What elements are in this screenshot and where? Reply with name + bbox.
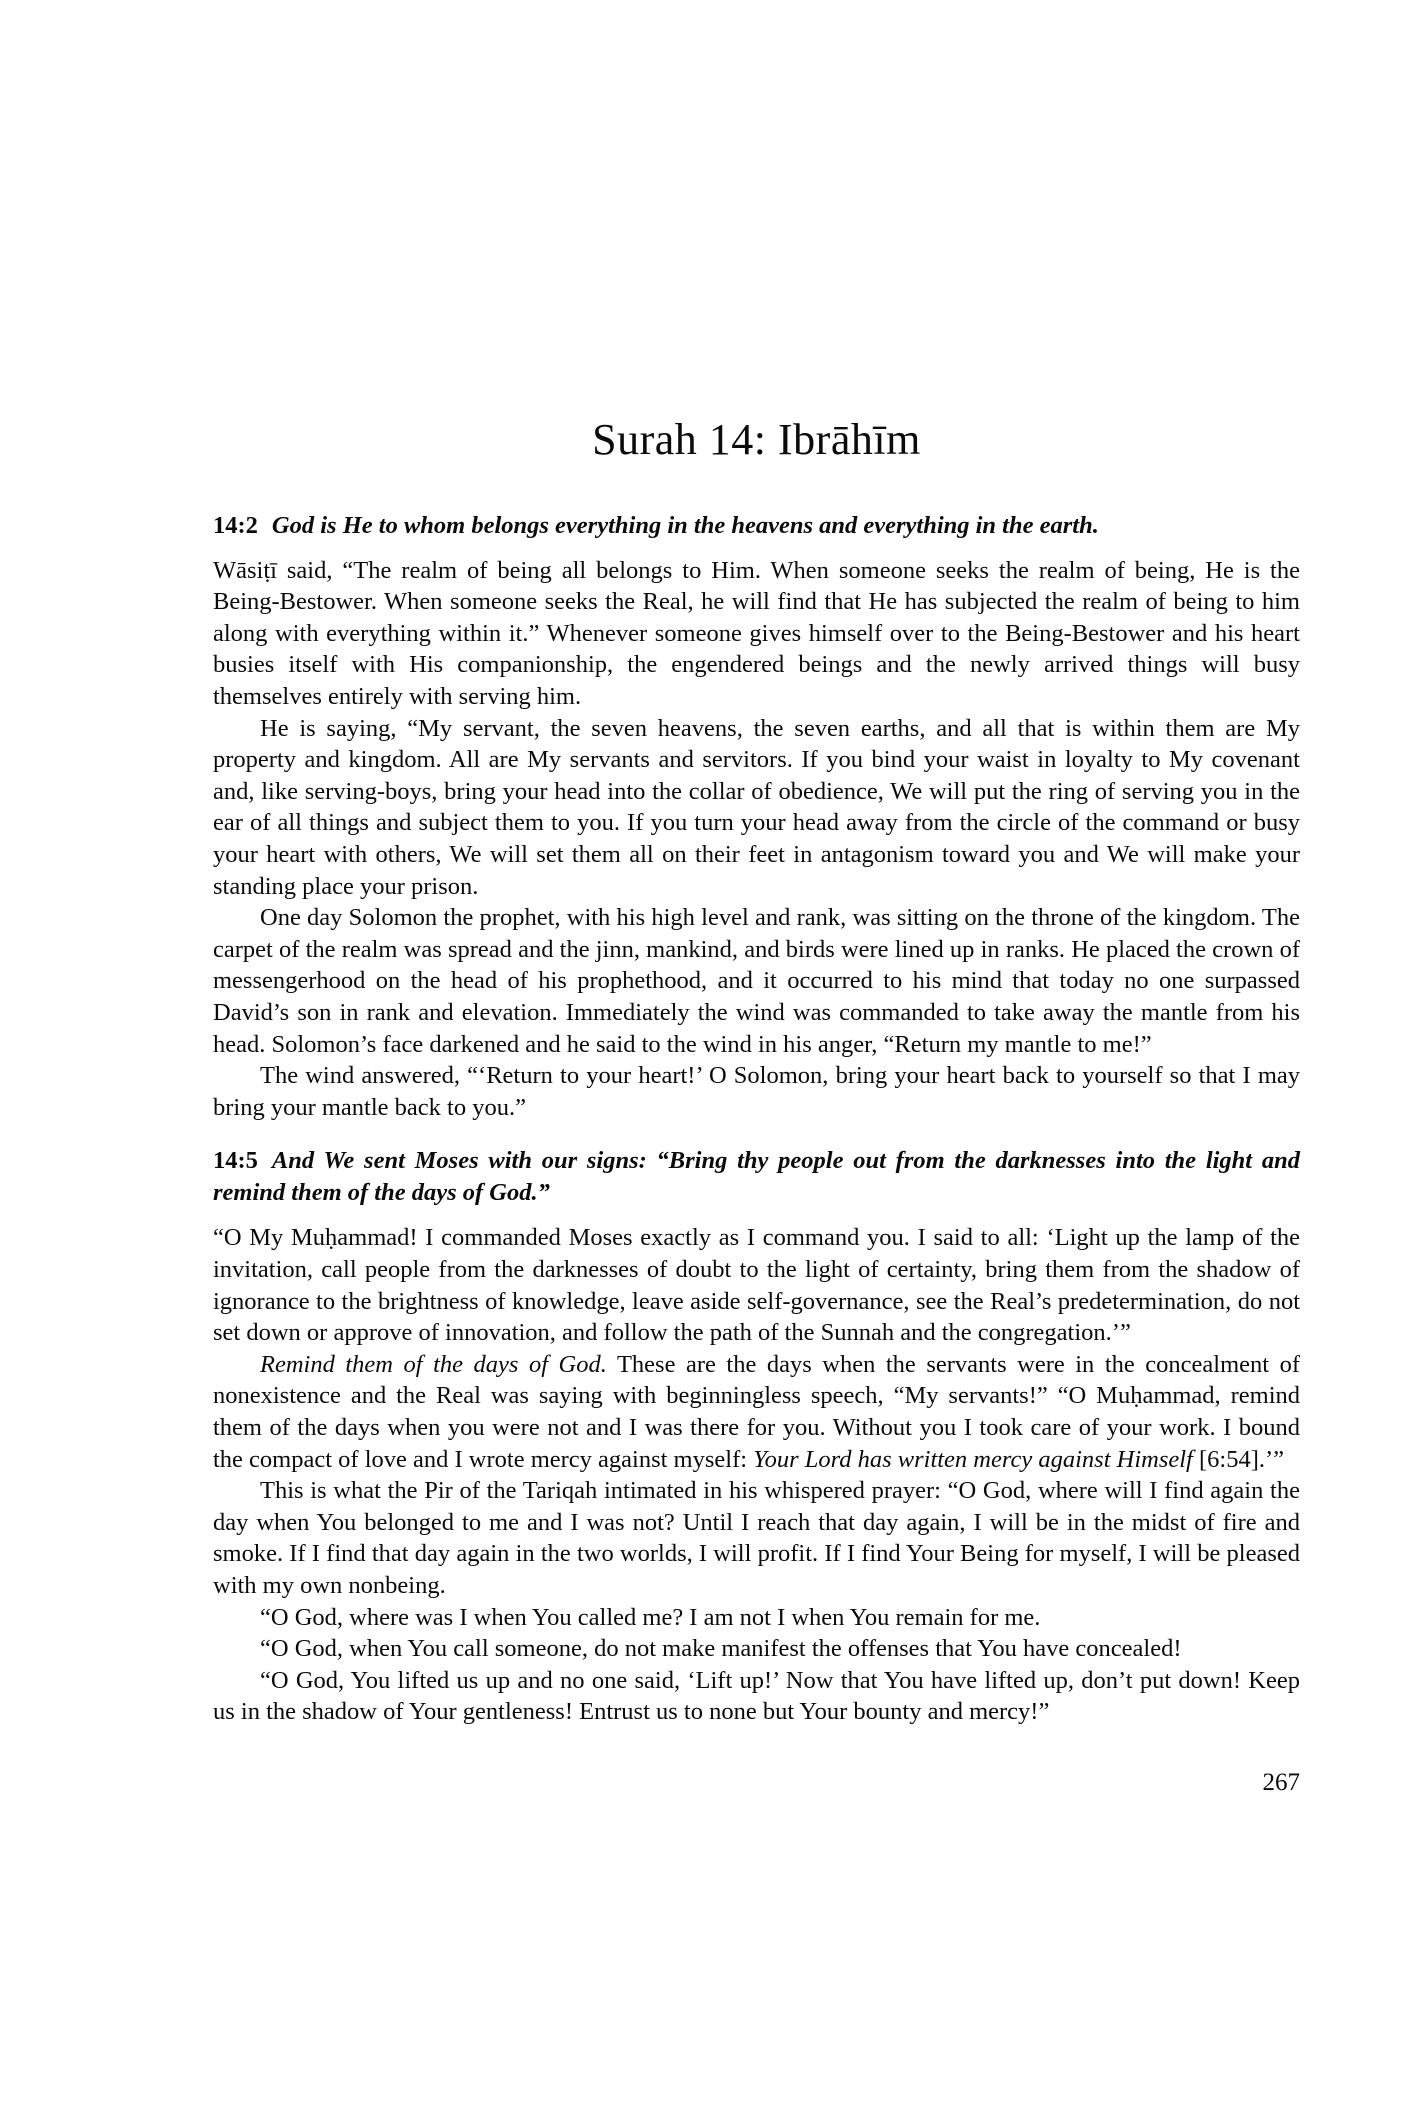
verse-reference: [6:54].’” — [1192, 1445, 1285, 1473]
page-number: 267 — [1262, 1768, 1300, 1796]
commentary-paragraph: He is saying, “My servant, the seven heavens, the seven earths, and all that is within them are My property and kingdom. All are My servants and servitors. If you bind your waist in loyalty to My covenant and, like serving-boys, bring your head into the collar of obedience, We will put the ring of serving you in the ear of all things and subject them to you. If you turn your head away from the circle of the command or busy your heart with others, We will set them all on their feet in antagonism toward you and We will make your standing place your prison. — [213, 714, 1300, 900]
commentary-paragraph: This is what the Pir of the Tariqah intimated in his whispered prayer: “O God, where will I find again the day when You belonged to me and I was not? Until I reach that day again, I will be in the midst of fire and smoke. If I find that day again in the two worlds, I will profit. If I find Your Being for myself, I will be pleased with my own nonbeing. — [213, 1477, 1300, 1599]
page-title: Surah 14: Ibrāhīm — [592, 415, 921, 464]
verse-heading-14-5 — [213, 1145, 1300, 1208]
verse-text: And We sent Moses with our signs: “Bring thy people out from the darknesses into the light and remind them of the days of God.” — [213, 1147, 1300, 1206]
commentary-section-1 — [213, 555, 1300, 1124]
verse-number: 14:5 — [213, 1147, 258, 1175]
verse-heading-14-2 — [213, 510, 1300, 542]
commentary-paragraph — [213, 1349, 1300, 1475]
verse-number: 14:2 — [213, 512, 258, 539]
commentary-paragraph: “O My Muḥammad! I commanded Moses exactly as I command you. I said to all: ‘Light up the lamp of the invitation, call people from the darknesses of doubt to the light of certainty, bring them from the shadow of ignorance to the brightness of knowledge, leave aside self-governance, see the Real’s predetermination, do not set down or approve of innovation, and follow the path of the Sunnah and the congregation.’” — [213, 1224, 1300, 1347]
commentary-paragraph: “O God, when You call someone, do not make manifest the offenses that You have concealed! — [260, 1635, 1182, 1663]
commentary-paragraph: “O God, where was I when You called me? I am not I when You remain for me. — [260, 1603, 1041, 1631]
paragraph-text: These are the days when the servants were in the concealment of nonexistence and the Real was saying with beginningless speech, “My servants!” “O Muḥammad, remind them of the days when you were not and I was there for you. Without you I took care of your work. I bound the compact of love and I wrote mercy against myself: — [213, 1350, 1300, 1473]
commentary-section-2 — [213, 1222, 1300, 1728]
quran-quote-italic: Remind them of the days of God. — [260, 1350, 607, 1378]
commentary-paragraph: The wind answered, “‘Return to your heart!’ O Solomon, bring your heart back to yourself so that I may bring your mantle back to you.” — [213, 1062, 1300, 1121]
commentary-paragraph: Wāsiṭī said, “The realm of being all belongs to Him. When someone seeks the realm of being, He is the Being-Bestower. When someone seeks the Real, he will find that He has subjected the realm of being to him along with everything within it.” Whenever someone gives himself over to the Being-Bestower and his heart busies itself with His companionship, the engendered beings and the newly arrived things will busy themselves entirely with serving him. — [213, 556, 1300, 710]
commentary-paragraph: “O God, You lifted us up and no one said, ‘Lift up!’ Now that You have lifted up, don’t put down! Keep us in the shadow of Your gentleness! Entrust us to none but Your bounty and mercy!” — [213, 1666, 1300, 1726]
commentary-paragraph: One day Solomon the prophet, with his high level and rank, was sitting on the throne of the kingdom. The carpet of the realm was spread and the jinn, mankind, and birds were lined up in ranks. He placed the crown of messengerhood on the head of his prophethood, and it occurred to his mind that today no one surpassed David’s son in rank and elevation. Immediately the wind was commanded to take away the mantle from his head. Solomon’s face darkened and he said to the wind in his anger, “Return my mantle to me!” — [213, 904, 1300, 1058]
quran-quote-italic: Your Lord has written mercy against Himself — [753, 1445, 1193, 1473]
verse-text: God is He to whom belongs everything in the heavens and everything in the earth. — [271, 512, 1099, 539]
